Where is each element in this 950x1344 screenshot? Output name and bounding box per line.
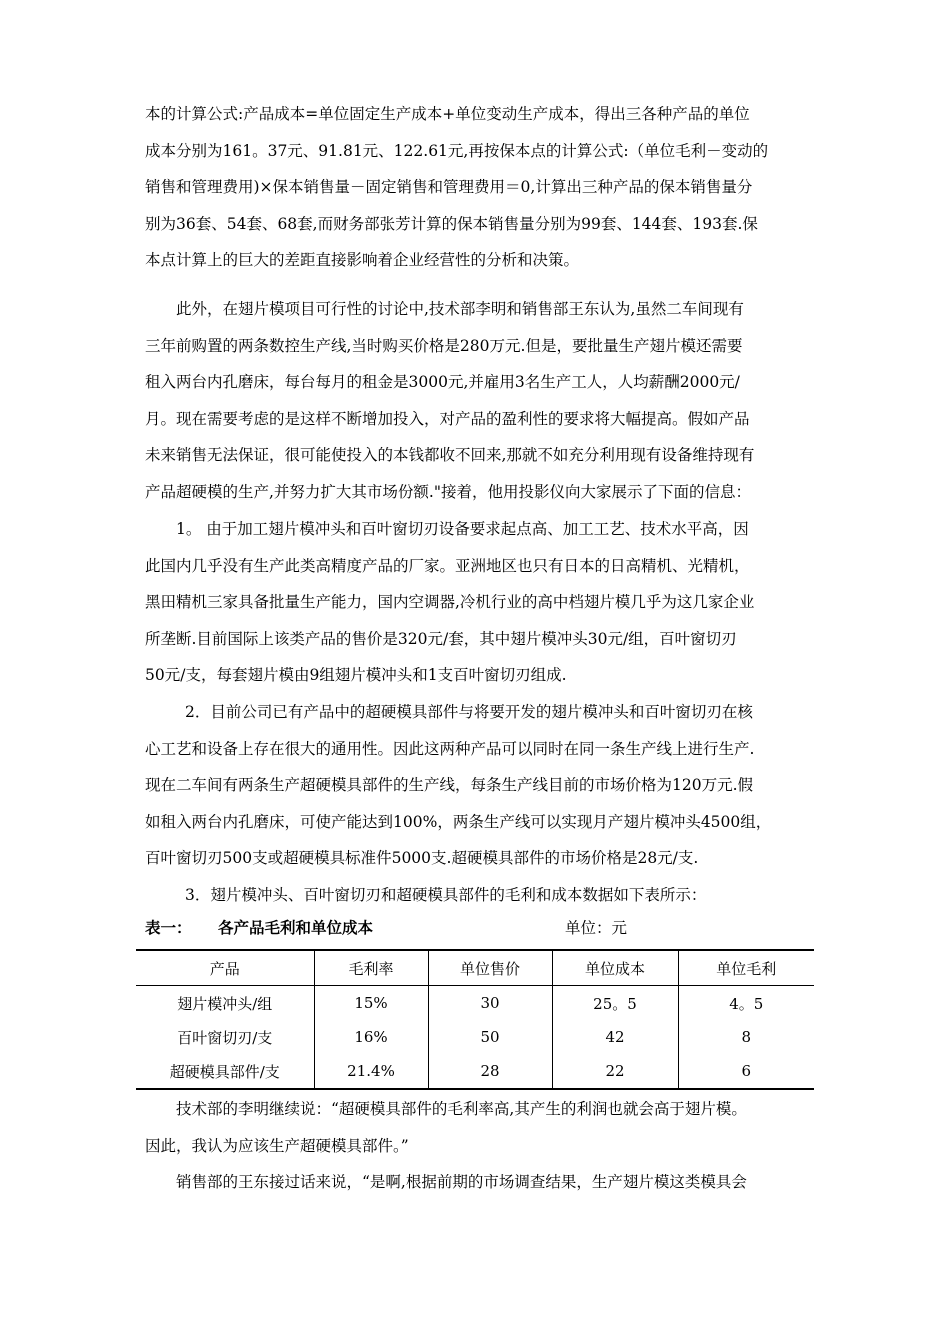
text-line: 此外，在翅片模项目可行性的讨论中,技术部李明和销售部王东认为,虽然二车间现有 (176, 300, 744, 318)
text-line: 成本分别为161。37元、91.81元、122.61元,再按保本点的计算公式:（单位毛利－变动的 (145, 141, 769, 160)
paragraph-tech-dept-comment (145, 1091, 817, 1164)
column-header: 产品 (209, 959, 240, 978)
text-line: 技术部的李明继续说：“超硬模具部件的毛利率高,其产生的利润也就会高于翅片模。 (176, 1100, 747, 1118)
text-line: 百叶窗切刃500支或超硬模具标准件5000支.超硬模具部件的市场价格是28元/支. (145, 849, 699, 868)
table-cell: 50 (428, 1020, 552, 1054)
table-cell: 8 (678, 1020, 814, 1054)
text-line: 销售部的王东接过话来说，“是啊,根据前期的市场调查结果，生产翅片模这类模具会 (176, 1173, 747, 1191)
text-line: 产品超硬模的生产,并努力扩大其市场份额."接着，他用投影仪向大家展示了下面的信息： (145, 482, 751, 501)
table-cell: 16% (314, 1020, 428, 1054)
paragraph-item-3 (145, 877, 817, 914)
column-header: 单位售价 (428, 950, 552, 986)
text-line: 本的计算公式:产品成本=单位固定生产成本+单位变动生产成本，得出三各种产品的单位 (145, 105, 750, 123)
text-line: 3．翅片模冲头、百叶窗切刃和超硬模具部件的毛利和成本数据如下表所示： (185, 886, 707, 904)
column-header: 单位毛利 (678, 950, 814, 986)
table-row (136, 986, 814, 1021)
text-line: 2．目前公司已有产品中的超硬模具部件与将要开发的翅片模冲头和百叶窗切刃在核 (185, 703, 753, 721)
text-line: 本点计算上的巨大的差距直接影响着企业经营性的分析和决策。 (145, 251, 580, 270)
text-line: 此国内几乎没有生产此类高精度产品的厂家。亚洲地区也只有日本的日高精机、光精机， (145, 556, 750, 575)
cost-table (136, 949, 814, 1090)
text-line: 租入两台内孔磨床，每台每月的租金是3000元,并雇用3名生产工人，人均薪酬2000元/ (145, 373, 740, 392)
paragraph-sales-dept-comment (145, 1164, 817, 1201)
paragraph-feasibility-discussion (145, 291, 817, 511)
table-cell: 6 (678, 1054, 814, 1089)
paragraph-item-2 (145, 694, 817, 877)
paragraph-item-1 (145, 511, 817, 694)
table-cell: 21.4% (314, 1054, 428, 1089)
table-row (136, 1020, 814, 1054)
table-cell: 25。5 (552, 986, 678, 1021)
text-line: 三年前购置的两条数控生产线,当时购买价格是280万元.但是，要批量生产翅片模还需要 (145, 336, 743, 355)
table-cell: 22 (552, 1054, 678, 1089)
text-line: 1。 由于加工翅片模冲头和百叶窗切刃设备要求起点高、加工工艺、技术水平高，因 (176, 520, 749, 538)
table-cell: 翅片模冲头/组 (177, 994, 273, 1013)
table-title: 各产品毛利和单位成本 (218, 918, 374, 937)
table-cell: 百叶窗切刃/支 (177, 1028, 273, 1047)
text-line: 心工艺和设备上存在很大的通用性。因此这两种产品可以同时在同一条生产线上进行生产. (145, 739, 755, 758)
text-line: 销售和管理费用)×保本销售量－固定销售和管理费用＝0,计算出三种产品的保本销售量分 (145, 178, 753, 197)
text-line: 所垄断.目前国际上该类产品的售价是320元/套，其中翅片模冲头30元/组，百叶窗切刃 (145, 629, 737, 648)
paragraph-breakeven-calculation (145, 96, 817, 279)
table-cell: 15% (314, 986, 428, 1021)
table-caption (145, 916, 817, 940)
table-label: 表一： (145, 918, 192, 937)
text-line: 现在二车间有两条生产超硬模具部件的生产线，每条生产线目前的市场价格为120万元.假 (145, 776, 754, 795)
text-line: 因此，我认为应该生产超硬模具部件。” (145, 1136, 409, 1155)
text-line: 月。现在需要考虑的是这样不断增加投入，对产品的盈利性的要求将大幅提高。假如产品 (145, 409, 750, 428)
column-header: 毛利率 (314, 950, 428, 986)
table-cell: 28 (428, 1054, 552, 1089)
table-unit: 单位：元 (565, 919, 628, 937)
table-cell: 30 (428, 986, 552, 1021)
table-header-row (136, 950, 814, 986)
text-line: 50元/支，每套翅片模由9组翅片模冲头和1支百叶窗切刃组成. (145, 666, 567, 685)
table-cell: 4。5 (678, 986, 814, 1021)
text-line: 如租入两台内孔磨床，可使产能达到100%，两条生产线可以实现月产翅片模冲头4500组， (145, 812, 772, 831)
table-cell: 超硬模具部件/支 (169, 1062, 280, 1081)
table-cell: 42 (552, 1020, 678, 1054)
text-line: 别为36套、54套、68套,而财务部张芳计算的保本销售量分别为99套、144套、193套.保 (145, 214, 758, 233)
column-header: 单位成本 (552, 950, 678, 986)
text-line: 未来销售无法保证，很可能使投入的本钱都收不回来,那就不如充分利用现有设备维持现有 (145, 446, 755, 465)
table-row (136, 1054, 814, 1089)
text-line: 黑田精机三家具备批量生产能力，国内空调器,冷机行业的高中档翅片模几乎为这几家企业 (145, 593, 755, 612)
